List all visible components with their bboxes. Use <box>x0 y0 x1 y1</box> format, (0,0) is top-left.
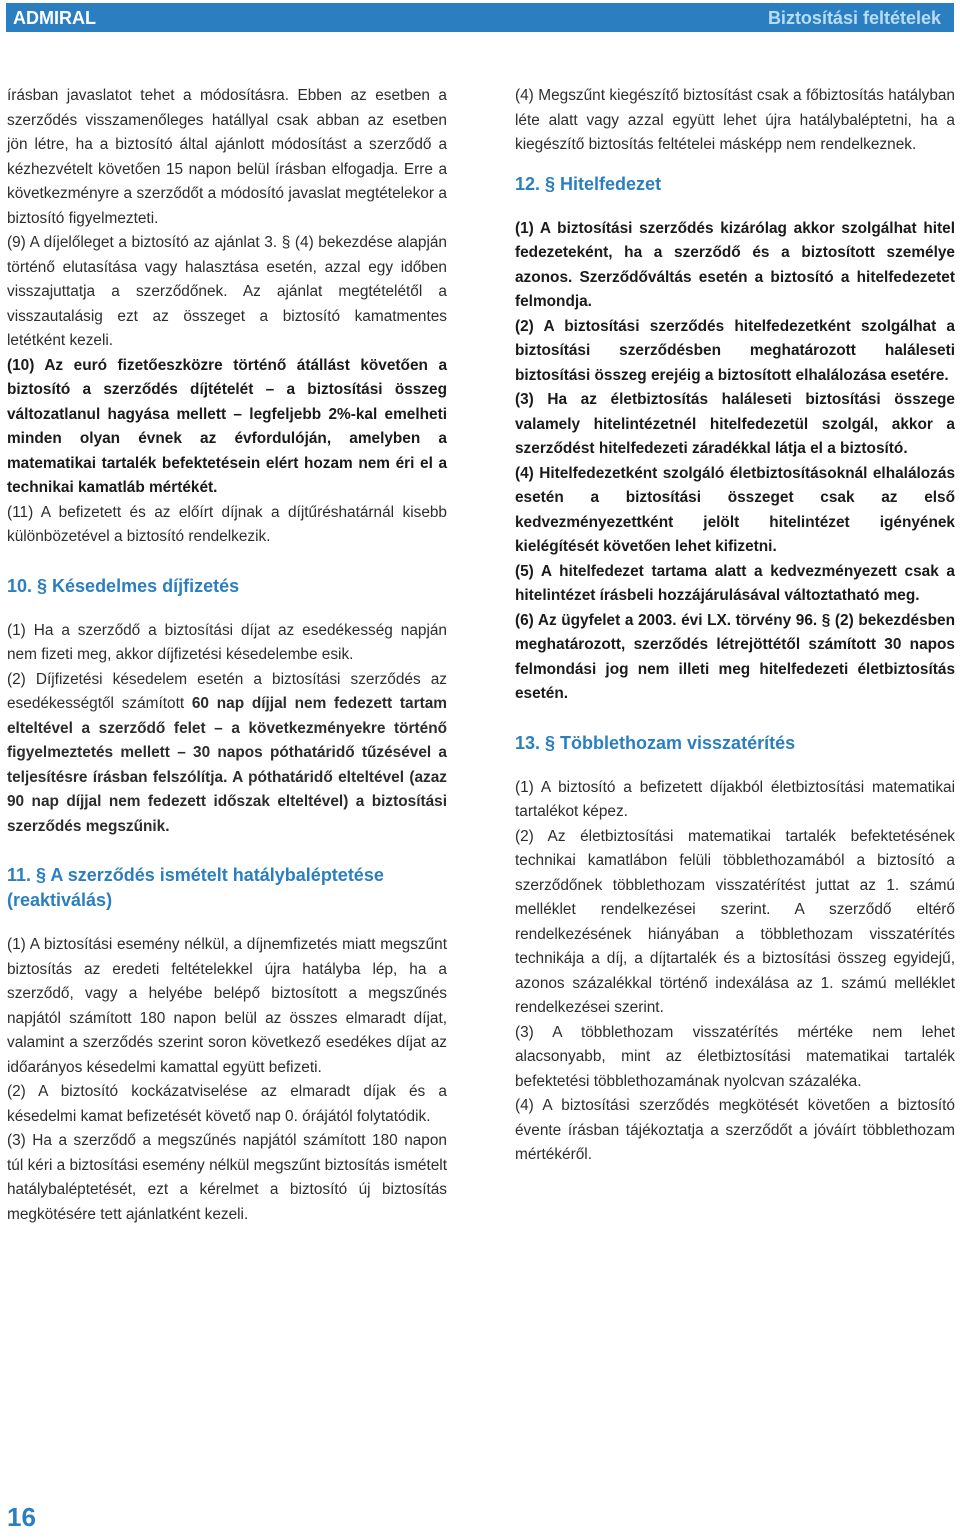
section-11-paragraph-1: (1) A biztosítási esemény nélkül, a díjnemfizetés miatt megszűnt biztosítás az eredeti feltételekkel újra hatályba lép, ha a szerződő, vagy a helyébe belépő biztosított a megszűnés napjától számított 180 napon belül az összes elmaradt díjat, valamint a szerződés szerint soron következő esedékes díjat az időarányos késedelmi kamattal együtt befizeti. <box>7 936 447 1076</box>
section-12-paragraph-4: (4) Hitelfedezetként szolgáló életbiztosításoknál elhalálozás esetén a biztosítási összeget csak az első kedvezményezettként jelölt hitelintézet igényének kielégítését követően lehet kifizetni. <box>515 464 955 555</box>
section-13-paragraph-4: (4) A biztosítási szerződés megkötését követően a biztosító évente írásban tájékoztatja a szerződőt a jóváírt többlethozam mértékéről. <box>515 1097 955 1163</box>
section-10-heading: 10. § Késedelmes díjfizetés <box>7 575 240 596</box>
section-11-paragraph-3: (3) Ha a szerződő a megszűnés napjától számított 180 napon túl kéri a biztosítási esemény nélkül megszűnt biztosítás ismételt hatálybaléptetését, ezt a kérelmet a biztosító új biztosítás megkötésére tett ajánlatként kezeli. <box>7 1132 447 1223</box>
section-10-paragraph-2 <box>7 668 447 840</box>
page-number: 16 <box>7 1502 36 1532</box>
right-column <box>515 84 955 1168</box>
section-10-paragraph-2-bold: 60 nap díjjal nem fedezett tartam elteltével a szerződő felet – a következményekre történő figyelmeztetés mellett – 30 napos póthatáridő tűzésével a teljesítésre írásban felszólítja. A póthatáridő elteltével (azaz 90 nap díjjal nem fedezett időszak elteltével) a biztosítási szerződés megszűnik. <box>7 695 447 835</box>
section-10-paragraph-2-text: (2) Díjfizetési késedelem esetén a biztosítási szerződés az esedékességtől számított <box>7 670 447 712</box>
left-column <box>7 84 447 1227</box>
section-12-paragraph-5: (5) A hitelfedezet tartama alatt a kedvezményezett csak a hitelintézet írásbeli hozzájárulásával változtatható meg. <box>515 562 955 604</box>
paragraph-9: (9) A díjelőleget a biztosító az ajánlat 3. § (4) bekezdése alapján történő elutasítása vagy halasztása esetén, azzal egy időben visszajuttatja a szerződőnek. Az ajánlat megtételétől a visszautalásig ezt az összeget a biztosító kamatmentes letétként kezeli. <box>7 234 447 349</box>
paragraph-intro: írásban javaslatot tehet a módosításra. Ebben az esetben a szerződés visszamenőleges hatállyal csak abban az esetben jön létre, ha a biztosító által ajánlott módosítást a szerződő a kézhezvételt követően 15 napon belül írásban elfogadja. Erre a következményre a szerződőt a módosító javaslat megtételekor a biztosító figyelmezteti. <box>7 87 447 227</box>
section-11-paragraph-2: (2) A biztosító kockázatviselése az elmaradt díjak és a késedelmi kamat befizetését követő nap 0. órájától folytatódik. <box>7 1083 447 1125</box>
section-12-heading: 12. § Hitelfedezet <box>515 173 662 194</box>
section-13-paragraph-2: (2) Az életbiztosítási matematikai tartalék befektetésének technikai kamatlábon felüli többlethozamából a biztosító a szerződőnek többlethozam visszatérítést juttat az 1. számú melléklet rendelkezései szerint. A szerződő eltérő rendelkezésének hiányában a többlethozam visszatérítés technikája a díj, a díjtartalék és a biztosítási összeg egyidejű, azonos százalékkal történő indexálása az 1. számú melléklet rendelkezései szerint. <box>515 827 955 1016</box>
paragraph-11: (11) A befizetett és az előírt díjnak a díjtűréshatárnál kisebb különbözetével a biztosító rendelkezik. <box>7 503 447 545</box>
section-12-paragraph-6: (6) Az ügyfelet a 2003. évi LX. törvény 96. § (2) bekezdésben meghatározott, szerződés létrejöttétől számított 30 napos felmondási jog nem illeti meg hitelfedezeti életbiztosítás esetén. <box>515 611 955 702</box>
section-12-paragraph-2: (2) A biztosítási szerződés hitelfedezetként szolgálhat a biztosítási szerződésben meghatározott haláleseti biztosítási összeg erejéig a biztosított elhalálozása esetére. <box>515 317 955 384</box>
section-11-heading: 11. § A szerződés ismételt hatálybaléptetése (reaktiválás) <box>7 865 384 910</box>
section-10-paragraph-1: (1) Ha a szerződő a biztosítási díjat az esedékesség napján nem fizeti meg, akkor díjfizetési késedelembe esik. <box>7 621 447 663</box>
section-13-heading: 13. § Többlethozam visszatérítés <box>515 732 796 753</box>
section-12-paragraph-3: (3) Ha az életbiztosítás haláleseti biztosítási összege valamely hitelintézetnél hitelfedezetül szolgál, akkor a szerződést hitelfedezeti záradékkal látja el a biztosító. <box>515 391 955 457</box>
section-13-paragraph-3: (3) A többlethozam visszatérítés mértéke nem lehet alacsonyabb, mint az életbiztosítási matematikai tartalék befektetési többlethozamának nyolcvan százaléka. <box>515 1023 955 1090</box>
section-13-paragraph-1: (1) A biztosító a befizetett díjakból életbiztosítási matematikai tartalékot képez. <box>515 778 955 820</box>
document-title: Biztosítási feltételek <box>767 8 941 28</box>
paragraph-4: (4) Megszűnt kiegészítő biztosítást csak a főbiztosítás hatályban léte alatt vagy azzal együtt lehet újra hatálybaléptetni, ha a kiegészítő biztosítás feltételei másképp nem rendelkeznek. <box>515 87 955 153</box>
paragraph-10: (10) Az euró fizetőeszközre történő átállást követően a biztosító a szerződés díjtételét – a biztosítási összeg változatlanul hagyása mellett – legfeljebb 2%-kal emelheti minden olyan évnek az évfordulóján, amelyben a matematikai tartalék befektetésein elért hozam nem éri el a technikai kamatláb mértékét. <box>7 356 447 496</box>
brand-name: ADMIRAL <box>13 8 96 28</box>
section-12-paragraph-1: (1) A biztosítási szerződés kizárólag akkor szolgálhat hitel fedezeteként, ha a szerződő és a biztosított személye azonos. Szerződőváltás esetén a biztosító a hitelfedezetet felmondja. <box>515 219 955 310</box>
header-bar <box>6 3 954 32</box>
